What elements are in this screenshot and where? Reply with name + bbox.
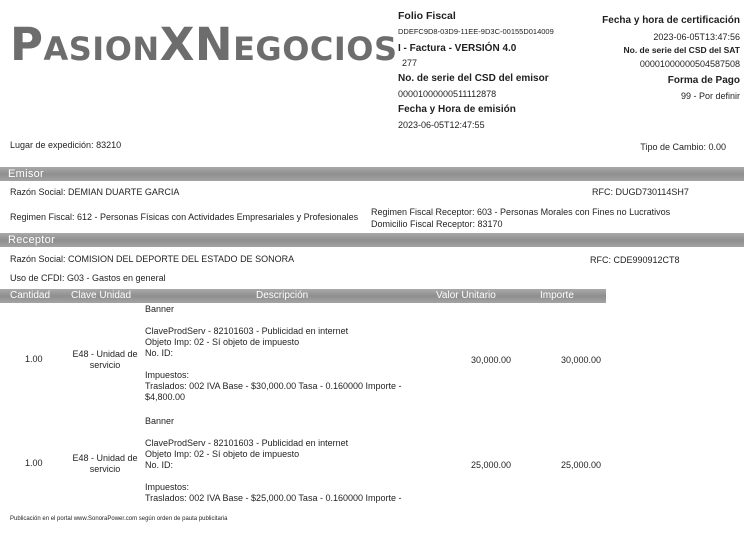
emisor-razon-social: Razón Social: DEMIAN DUARTE GARCIA: [10, 187, 180, 197]
company-logo: PASIONXNEGOCIOS: [10, 18, 398, 71]
emisor-section-band: [0, 167, 744, 181]
item-importe: 25,000.00: [561, 460, 602, 470]
item-clave-prod: ClaveProdServ - 82101603 - Publicidad en internet: [145, 438, 349, 448]
item-traslados-2: $4,800.00: [145, 392, 186, 402]
uso-cfdi: Uso de CFDI: G03 - Gastos en general: [10, 273, 166, 283]
col-header-clave-unidad: Clave Unidad: [71, 290, 132, 301]
item-unidad-line1: E48 - Unidad de: [72, 349, 138, 359]
certificacion-label: Fecha y hora de certificación: [602, 15, 740, 26]
item-clave-unidad: [68, 349, 142, 371]
item-valor-unitario: 25,000.00: [471, 460, 512, 470]
emisor-section-title: Emisor: [8, 168, 45, 180]
item-cantidad: 1.00: [25, 354, 43, 364]
emisor-regimen: Regimen Fiscal: 612 - Personas Físicas con Actividades Empresariales y Profesionales: [10, 212, 359, 222]
item-valor-unitario: 30,000.00: [471, 355, 512, 365]
domicilio-receptor: Domicilio Fiscal Receptor: 83170: [371, 219, 503, 229]
item-traslados-1: Traslados: 002 IVA Base - $25,000.00 Tasa - 0.160000 Importe -: [145, 493, 402, 503]
col-header-valor-unitario: Valor Unitario: [436, 290, 496, 301]
folio-fiscal-value: DDEFC9D8-03D9-11EE-9D3C-00155D014009: [398, 27, 554, 36]
regimen-receptor: Regimen Fiscal Receptor: 603 - Personas Morales con Fines no Lucrativos: [371, 207, 671, 217]
emisor-rfc: RFC: DUGD730114SH7: [592, 187, 689, 197]
csd-sat-value: 00001000000504587508: [639, 59, 740, 69]
item-objeto-imp: Objeto Imp: 02 - Sí objeto de impuesto: [145, 337, 300, 347]
emision-value: 2023-06-05T12:47:55: [398, 120, 485, 130]
forma-pago-label: Forma de Pago: [667, 75, 740, 86]
receptor-section-title: Receptor: [8, 234, 56, 246]
certificacion-value: 2023-06-05T13:47:56: [653, 32, 740, 42]
item-objeto-imp: Objeto Imp: 02 - Sí objeto de impuesto: [145, 449, 300, 459]
item-desc-title: Banner: [145, 416, 175, 426]
folio-number: 277: [402, 58, 418, 68]
item-desc-title: Banner: [145, 304, 175, 314]
col-header-cantidad: Cantidad: [10, 290, 51, 301]
item-importe: 30,000.00: [561, 355, 602, 365]
document-type: I - Factura - VERSIÓN 4.0: [398, 43, 517, 54]
csd-sat-label: No. de serie del CSD del SAT: [623, 45, 740, 55]
item-impuestos: Impuestos:: [145, 370, 190, 380]
item-impuestos: Impuestos:: [145, 482, 190, 492]
receptor-section-band: [0, 233, 744, 247]
col-header-descripcion: Descripción: [256, 290, 309, 301]
item-unidad-line2: servicio: [89, 360, 121, 370]
csd-emisor-value: 00001000000511112878: [398, 89, 497, 99]
item-unidad-line2: servicio: [89, 464, 121, 474]
item-no-id: No. ID:: [145, 460, 174, 470]
forma-pago-value: 99 - Por definir: [680, 91, 740, 101]
item-unidad-line1: E48 - Unidad de: [72, 453, 138, 463]
item-traslados-1: Traslados: 002 IVA Base - $30,000.00 Tasa - 0.160000 Importe -: [145, 381, 402, 391]
emision-label: Fecha y Hora de emisión: [398, 104, 516, 115]
item-cantidad: 1.00: [25, 458, 43, 468]
csd-emisor-label: No. de serie del CSD del emisor: [398, 73, 549, 84]
folio-fiscal-label: Folio Fiscal: [398, 10, 456, 22]
footer-note: Publicación en el portal www.SonoraPower.com según orden de pauta publicitaria: [10, 516, 228, 522]
item-clave-unidad: [68, 453, 142, 475]
items-table-header: [0, 289, 606, 303]
item-no-id: No. ID:: [145, 348, 174, 358]
receptor-rfc: RFC: CDE990912CT8: [590, 255, 680, 265]
tipo-cambio: Tipo de Cambio: 0.00: [640, 142, 726, 152]
receptor-razon-social: Razón Social: COMISION DEL DEPORTE DEL ESTADO DE SONORA: [10, 254, 295, 264]
lugar-expedicion: Lugar de expedición: 83210: [10, 140, 122, 150]
col-header-importe: Importe: [540, 290, 574, 301]
item-clave-prod: ClaveProdServ - 82101603 - Publicidad en internet: [145, 326, 349, 336]
